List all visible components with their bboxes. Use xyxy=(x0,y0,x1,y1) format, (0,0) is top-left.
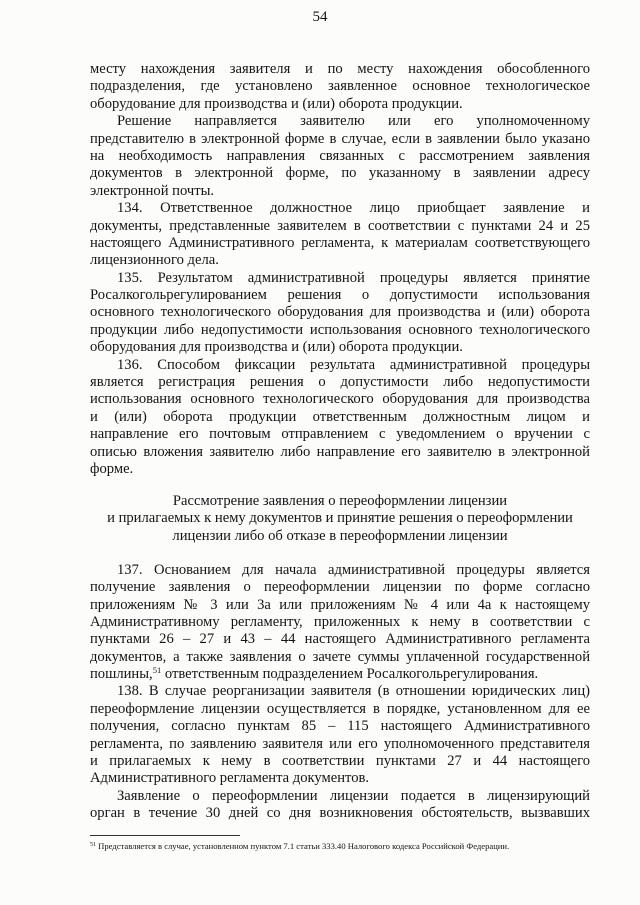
text-line: электронной почты. xyxy=(90,182,215,199)
paragraph-138 xyxy=(90,683,590,787)
text-line: оборудования для производства и (или) оборота продукции. xyxy=(90,339,463,356)
text-line: орган в течение 30 дней со дня возникновения обстоятельств, вызвавших xyxy=(90,805,590,822)
paragraph-137 xyxy=(90,562,590,684)
document-body xyxy=(90,61,590,823)
section-heading xyxy=(90,493,590,545)
footnote-marker: 51 xyxy=(90,842,96,848)
text-line: Росалкогольрегулированием решения о допустимости использования xyxy=(90,287,590,304)
text-line: настоящего Административного регламента, к материалам соответствующего xyxy=(90,234,590,251)
text-line: получение заявления о переоформлении лицензии по форме согласно xyxy=(90,579,590,596)
paragraph-136 xyxy=(90,357,590,479)
text-line: на необходимость направления связанных с рассмотрением заявления xyxy=(90,147,590,164)
footnote-separator xyxy=(90,835,240,836)
text-line: 134. Ответственное должностное лицо приобщает заявление и xyxy=(117,200,590,217)
text-line: использования основного технологического оборудования для производства xyxy=(90,391,590,408)
page-number: 54 xyxy=(312,9,328,25)
text-line: документов, а также заявления о зачете суммы уплаченной государственной xyxy=(90,648,590,665)
text-line: переоформление лицензии осуществляется в порядке, установленном для ее xyxy=(90,700,590,717)
text-line: основного технологического оборудования для производства и (или) оборота xyxy=(90,304,590,321)
text-line: документы, представленные заявителем в соответствии с пунктами 24 и 25 xyxy=(90,217,590,234)
text-line xyxy=(90,666,590,683)
footnote-text: Представляется в случае, установленном пунктом 7.1 статьи 333.40 Налогового кодекса Российской Федерации. xyxy=(96,841,510,851)
text-line: 138. В случае реорганизации заявителя (в отношении юридических лиц) xyxy=(117,683,590,700)
text-line: подразделения, где установлено заявленное основное технологическое xyxy=(90,78,590,95)
text-fragment: ответственным подразделением Росалкогольрегулирования. xyxy=(161,666,539,683)
text-line: и прилагаемых к нему в соответствии пунктами 27 и 44 настоящего xyxy=(90,753,590,770)
footnote-reference: 51 xyxy=(152,665,162,676)
text-line: форме. xyxy=(90,460,134,477)
text-line: представителю в электронной форме в случае, если в заявлении было указано xyxy=(90,130,590,147)
text-line: лицензионного дела. xyxy=(90,252,219,269)
text-line: направление его почтовым отправлением с уведомлением о вручении с xyxy=(90,426,590,443)
text-line: 135. Результатом административной процедуры является принятие xyxy=(117,269,590,286)
text-line: месту нахождения заявителя и по месту нахождения обособленного xyxy=(90,61,590,77)
paragraph-application-deadline xyxy=(90,788,590,823)
text-line: продукции либо недопустимости использования основного технологического xyxy=(90,321,590,338)
text-line: получения, согласно пунктам 85 – 115 настоящего Административного xyxy=(90,718,590,735)
paragraph-134 xyxy=(90,200,590,270)
text-line: Административному регламенту, приложенных к нему в соответствии с xyxy=(90,613,590,630)
paragraph-continuation xyxy=(90,61,590,113)
heading-line: Рассмотрение заявления о переоформлении лицензии xyxy=(172,492,508,509)
text-line: является регистрация решения о допустимости либо недопустимости xyxy=(90,374,590,391)
text-line: Решение направляется заявителю или его уполномоченному xyxy=(117,113,590,130)
text-line: и (или) оборота продукции ответственным должностным лицом и xyxy=(90,408,590,425)
text-line: описью вложения заявителю либо направление его заявителю в электронной xyxy=(90,443,590,460)
text-line: регламента, по заявлению заявителя или его уполномоченного представителя xyxy=(90,735,590,752)
text-line: Заявление о переоформлении лицензии подается в лицензирующий xyxy=(117,787,590,804)
text-line: 137. Основанием для начала административной процедуры является xyxy=(117,561,590,578)
heading-line: лицензии либо об отказе в переоформлении лицензии xyxy=(172,527,508,544)
paragraph-135 xyxy=(90,270,590,357)
paragraph-decision-sent xyxy=(90,113,590,200)
text-fragment: пошлины, xyxy=(90,666,153,683)
footnote xyxy=(90,841,590,852)
text-line: Административного регламента документов. xyxy=(90,770,370,787)
heading-line: и прилагаемых к нему документов и принятие решения о переоформлении xyxy=(107,510,573,527)
text-line: оборудование для производства и (или) оборота продукции. xyxy=(90,95,463,112)
text-line: документов в электронной форме, по указанному в заявлении адресу xyxy=(90,165,590,182)
text-line: приложениям № 3 или 3а или приложениям № 4 или 4а к настоящему xyxy=(90,596,590,613)
text-line: 136. Способом фиксации результата административной процедуры xyxy=(117,356,590,373)
text-line: пунктами 26 – 27 и 43 – 44 настоящего Административного регламента xyxy=(90,631,590,648)
